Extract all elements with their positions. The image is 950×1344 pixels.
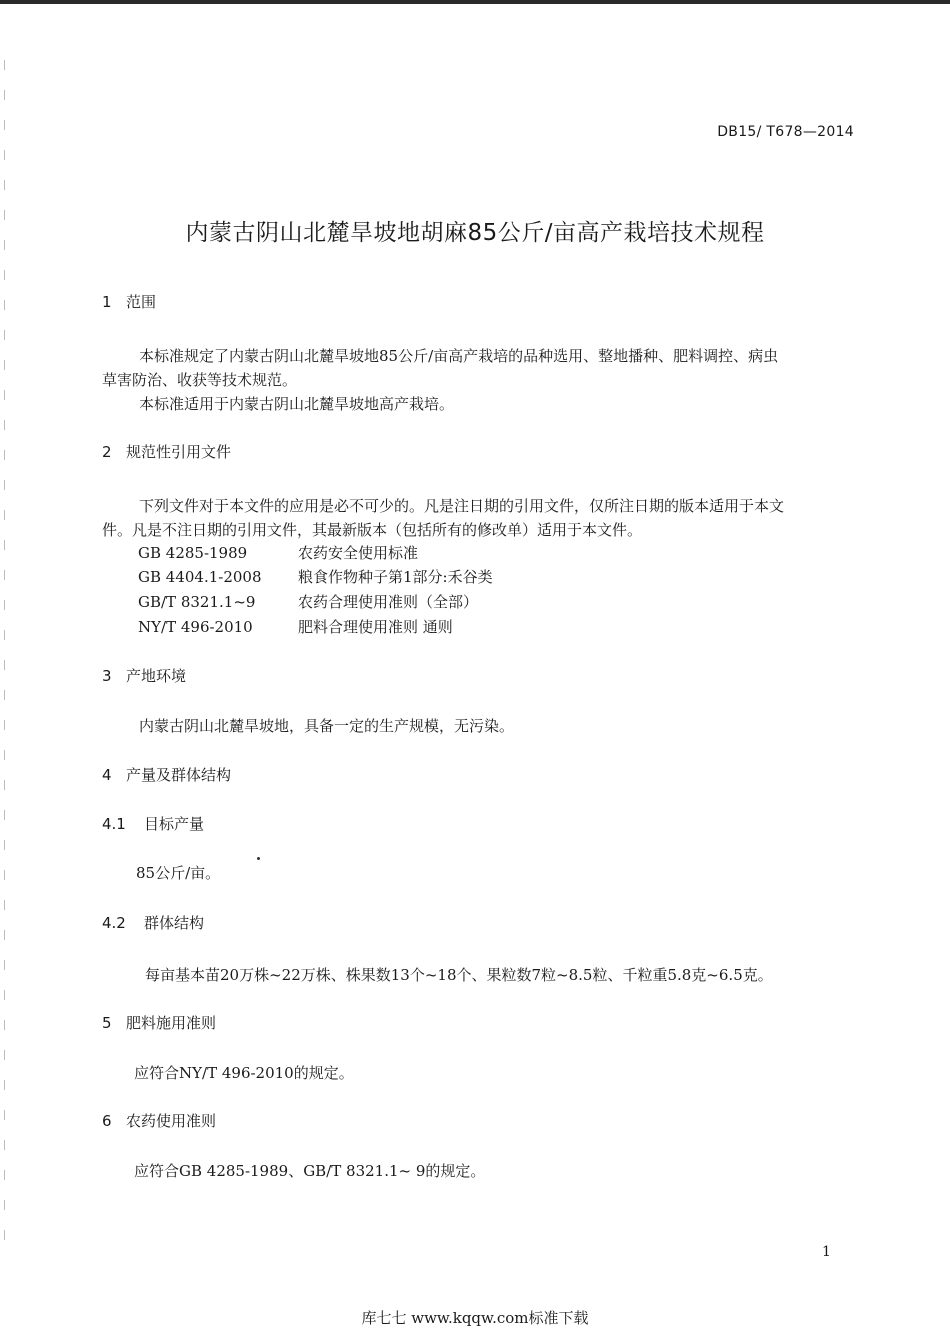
section-1-heading — [102, 291, 156, 312]
section-number: 6 — [102, 1112, 112, 1130]
section-3-heading — [102, 665, 186, 686]
s2-intro-line-1: 下列文件对于本文件的应用是必不可少的。凡是注日期的引用文件，仅所注日期的版本适用于本文 — [139, 497, 785, 515]
section-title: 肥料施用准则 — [126, 1014, 217, 1032]
section-title: 规范性引用文件 — [126, 443, 232, 461]
section-title: 产量及群体结构 — [126, 766, 232, 784]
section-title: 目标产量 — [144, 815, 205, 833]
reference-title: 农药安全使用标准 — [298, 544, 419, 562]
section-2-heading — [102, 441, 231, 462]
s1-paragraph-1-line-2: 草害防治、收获等技术规范。 — [102, 371, 298, 389]
section-number: 5 — [102, 1014, 112, 1032]
section-number: 3 — [102, 667, 112, 685]
section-4-heading — [102, 764, 231, 785]
s2-intro-line-2: 件。凡是不注日期的引用文件，其最新版本（包括所有的修改单）适用于本文件。 — [102, 521, 643, 539]
section-6-heading — [102, 1110, 216, 1131]
section-4-1-heading — [102, 813, 204, 834]
reference-title: 肥料合理使用准则 通则 — [298, 618, 453, 636]
reference-code: GB/T 8321.1~9 — [138, 593, 256, 611]
section-title: 范围 — [126, 293, 157, 311]
reference-title: 粮食作物种子第1部分:禾谷类 — [298, 568, 493, 586]
reference-row — [138, 591, 478, 612]
s1-paragraph-2: 本标准适用于内蒙古阴山北麓旱坡地高产栽培。 — [139, 395, 455, 413]
section-number: 4 — [102, 766, 112, 784]
reference-row — [138, 542, 418, 563]
s4-1-text: 85公斤/亩。 — [136, 864, 221, 882]
section-number: 4.1 — [102, 815, 126, 833]
reference-code: GB 4404.1-2008 — [138, 568, 262, 586]
s6-text: 应符合GB 4285-1989、GB/T 8321.1~ 9的规定。 — [134, 1162, 486, 1180]
scan-speck — [257, 857, 260, 860]
scan-edge-top — [0, 0, 950, 4]
reference-code: GB 4285-1989 — [138, 544, 248, 562]
s5-text: 应符合NY/T 496-2010的规定。 — [134, 1064, 354, 1082]
section-5-heading — [102, 1012, 216, 1033]
s3-text: 内蒙古阴山北麓旱坡地，具备一定的生产规模，无污染。 — [139, 717, 515, 735]
document-title: 内蒙古阴山北麓旱坡地胡麻85公斤/亩高产栽培技术规程 — [185, 220, 765, 246]
section-4-2-heading — [102, 912, 204, 933]
s1-paragraph-1-line-1: 本标准规定了内蒙古阴山北麓旱坡地85公斤/亩高产栽培的品种选用、整地播种、肥料调控、病虫 — [139, 347, 779, 365]
footer-watermark[interactable]: 库七七 www.kqqw.com标准下载 — [361, 1309, 589, 1327]
section-number: 1 — [102, 293, 112, 311]
reference-title: 农药合理使用准则（全部） — [298, 593, 479, 611]
section-title: 群体结构 — [144, 914, 205, 932]
reference-row — [138, 566, 493, 587]
reference-row — [138, 616, 453, 637]
document-code: DB15/ T678—2014 — [717, 124, 854, 140]
section-number: 4.2 — [102, 914, 126, 932]
section-number: 2 — [102, 443, 112, 461]
section-title: 产地环境 — [126, 667, 187, 685]
page-number: 1 — [822, 1244, 831, 1260]
reference-code: NY/T 496-2010 — [138, 618, 253, 636]
s4-2-text: 每亩基本苗20万株~22万株、株果数13个~18个、果粒数7粒~8.5粒、千粒重5.8克~6.5克。 — [145, 966, 773, 984]
section-title: 农药使用准则 — [126, 1112, 217, 1130]
